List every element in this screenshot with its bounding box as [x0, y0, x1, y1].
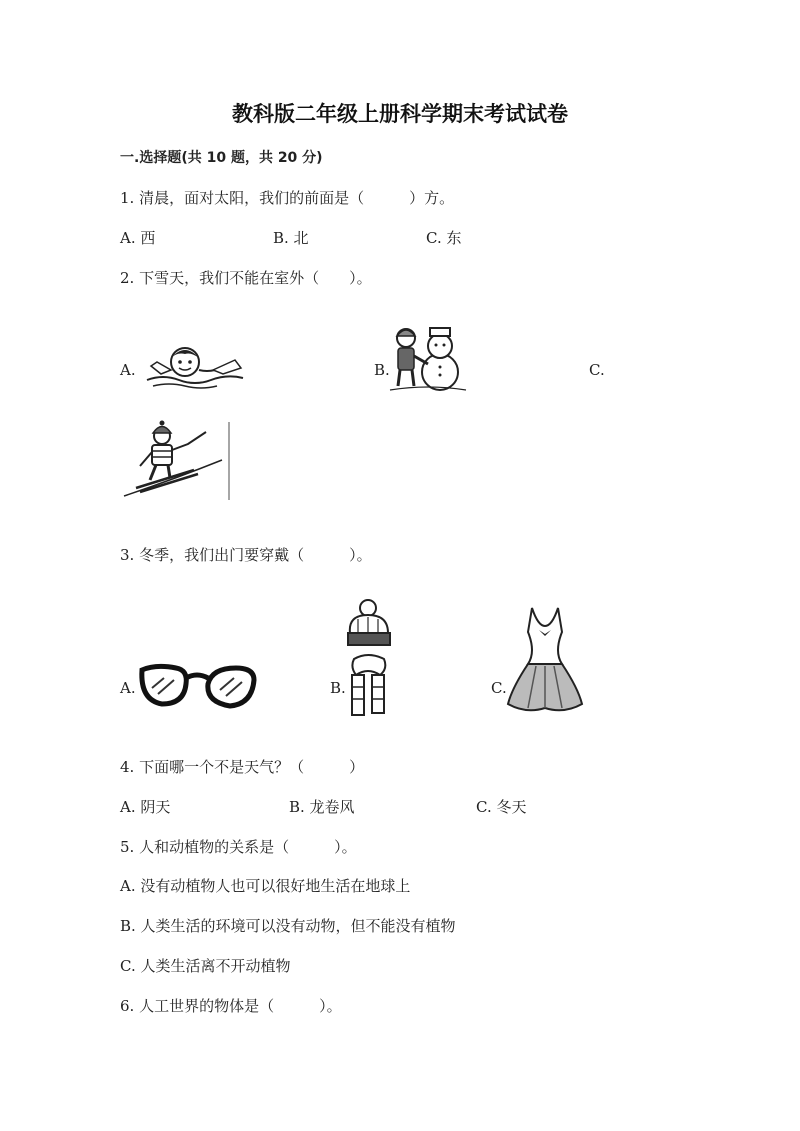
question-6-stem: 6. 人工世界的物体是（ ）。: [120, 997, 342, 1015]
question-5-option-a: A. 没有动植物人也可以很好地生活在地球上: [120, 877, 411, 895]
question-4-option-c: C. 冬天: [476, 798, 527, 816]
question-2-option-a: A.: [120, 361, 136, 379]
question-5-option-c: C. 人类生活离不开动植物: [120, 957, 291, 975]
question-3-option-c: C.: [491, 679, 507, 697]
question-4-option-a: A. 阴天: [120, 798, 171, 816]
swimming-child-image: [143, 340, 248, 392]
sunglasses-image: [136, 656, 258, 714]
question-2-stem: 2. 下雪天，我们不能在室外（ ）。: [120, 269, 372, 287]
question-3-option-a: A.: [120, 679, 136, 697]
question-1-option-c: C. 东: [426, 229, 462, 247]
question-5-option-b: B. 人类生活的环境可以没有动物，但不能没有植物: [120, 917, 456, 935]
question-4-option-b: B. 龙卷风: [289, 798, 355, 816]
question-1-option-b: B. 北: [273, 229, 309, 247]
section-heading: 一.选择题(共 10 题，共 20 分): [120, 150, 323, 166]
question-3-stem: 3. 冬季，我们出门要穿戴（ ）。: [120, 546, 372, 564]
dress-image: [506, 604, 584, 716]
page-title: 教科版二年级上册科学期末考试试卷: [232, 102, 568, 126]
question-4-stem: 4. 下面哪一个不是天气？（ ）: [120, 758, 365, 776]
skiing-child-image: [122, 420, 232, 502]
question-5-stem: 5. 人和动植物的关系是（ ）。: [120, 838, 357, 856]
hat-scarf-image: [344, 597, 396, 719]
question-3-option-b: B.: [330, 679, 346, 697]
question-2-option-b: B.: [374, 361, 390, 379]
snowman-child-image: [388, 322, 470, 394]
question-1-stem: 1. 清晨，面对太阳，我们的前面是（ ）方。: [120, 189, 455, 207]
question-1-option-a: A. 西: [120, 229, 156, 247]
question-2-option-c: C.: [589, 361, 605, 379]
